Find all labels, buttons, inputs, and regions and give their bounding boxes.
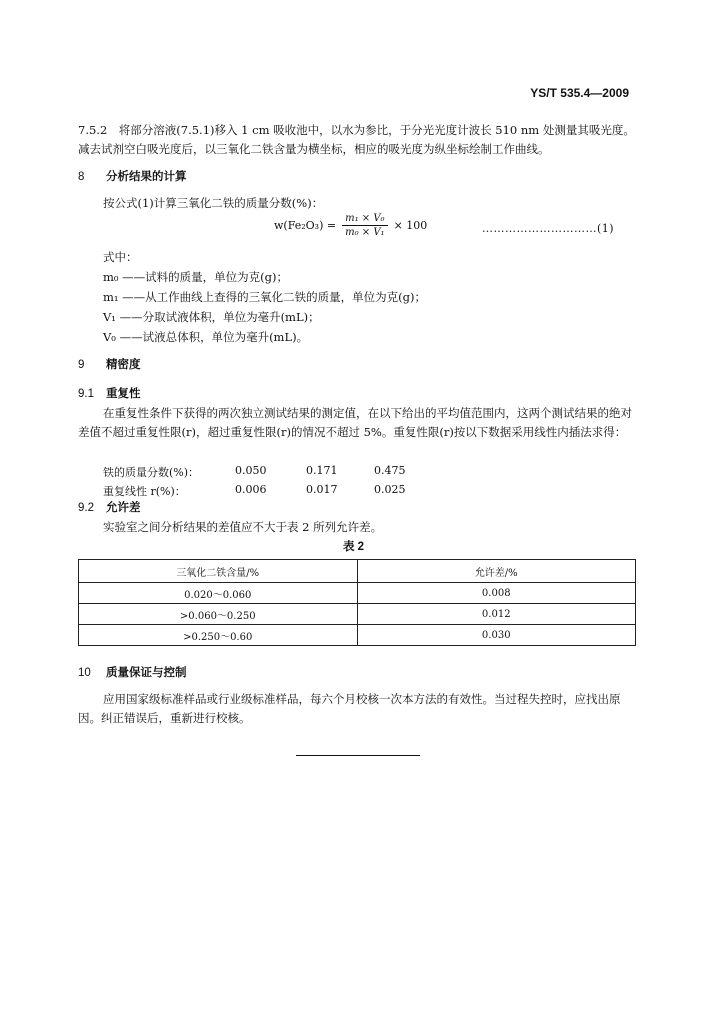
- standard-id: YS/T 535.4—2009: [530, 86, 629, 100]
- var-m0: m₀ ——试料的质量，单位为克(g)；: [103, 270, 289, 284]
- var-m1: m₁ ——从工作曲线上查得的三氧化二铁的质量，单位为克(g)；: [103, 290, 427, 304]
- section-9-1-text: 在重复性条件下获得的两次独立测试结果的测定值，在以下给出的平均值范围内，这两个测试结果的绝对差值不超过重复性限(r)，超过重复性限(r)的情况不超过 5%。重复性限(r)按以下数据采用线性内插法求得：: [78, 406, 632, 439]
- table-cell: 0.008: [357, 583, 636, 604]
- section-8-intro: 按公式(1)计算三氧化二铁的质量分数(%)：: [103, 196, 324, 210]
- end-rule: [296, 755, 420, 756]
- table-row: [79, 604, 636, 625]
- section-9-title: 精密度: [106, 359, 141, 371]
- row-value: 0.475: [374, 464, 406, 477]
- row-value: 0.025: [374, 483, 406, 496]
- table-cell: 0.030: [357, 625, 636, 646]
- section-9-2-heading: [78, 499, 638, 518]
- section-8-title: 分析结果的计算: [106, 171, 187, 183]
- formula-number: …………………………(1): [482, 222, 615, 235]
- formula-numerator: m₁ × V₀: [342, 213, 387, 226]
- table-header-cell: 允许差/%: [357, 560, 636, 583]
- table-header-row: [79, 560, 636, 583]
- table-cell: >0.060～0.250: [79, 604, 358, 625]
- var-v0: V₀ ——试液总体积，单位为毫升(mL)。: [103, 330, 309, 344]
- formula-tail: × 100: [393, 219, 428, 232]
- repeatability-row-mass: [103, 464, 523, 482]
- row-label: 重复线性 r(%)：: [103, 485, 186, 498]
- section-10-heading: [78, 664, 638, 683]
- row-value: 0.017: [306, 483, 338, 496]
- section-10-number: 10: [78, 667, 91, 679]
- table-row: [79, 583, 636, 604]
- where-label: 式中：: [103, 250, 138, 264]
- row-value: 0.171: [306, 464, 338, 477]
- row-value: 0.006: [235, 483, 267, 496]
- var-v1: V₁ ——分取试液体积，单位为毫升(mL)；: [103, 310, 320, 324]
- section-10-title: 质量保证与控制: [106, 667, 187, 679]
- table-cell: 0.020～0.060: [79, 583, 358, 604]
- formula-denominator: m₀ × V₁: [345, 227, 385, 238]
- table-2: [78, 559, 636, 646]
- section-9-heading: [78, 356, 638, 375]
- section-10-text: 应用国家级标准样品或行业级标准样品，每六个月校核一次本方法的有效性。当过程失控时，应找出原因。纠正错误后，重新进行校核。: [78, 692, 621, 725]
- table-2-caption: 表 2: [342, 541, 365, 553]
- section-9-2-text: 实验室之间分析结果的差值应不大于表 2 所列允许差。: [103, 520, 383, 534]
- section-9-1-title: 重复性: [106, 388, 141, 400]
- section-9-2-number: 9.2: [78, 502, 94, 514]
- row-label: 铁的质量分数(%)：: [103, 466, 200, 479]
- table-header-cell: 三氧化二铁含量/%: [79, 560, 358, 583]
- table-cell: 0.012: [357, 604, 636, 625]
- row-value: 0.050: [235, 464, 267, 477]
- section-9-number: 9: [78, 359, 85, 371]
- table-row: [79, 625, 636, 646]
- clause-7-5-2: 7.5.2 将部分溶液(7.5.1)移入 1 cm 吸收池中，以水为参比，于分光光度计波长 510 nm 处测量其吸光度。减去试剂空白吸光度后，以三氧化二铁含量为横坐标，相应的吸光度为纵坐标绘制工作曲线。: [78, 123, 635, 156]
- formula-1: [274, 213, 427, 238]
- section-9-2-title: 允许差: [106, 502, 141, 514]
- section-9-1-heading: [78, 385, 638, 404]
- formula-lhs: w(Fe₂O₃) =: [274, 219, 337, 232]
- section-9-1-number: 9.1: [78, 388, 94, 400]
- formula-fraction: [342, 213, 387, 238]
- table-cell: >0.250～0.60: [79, 625, 358, 646]
- section-8-number: 8: [78, 171, 85, 183]
- section-8-heading: [78, 168, 638, 187]
